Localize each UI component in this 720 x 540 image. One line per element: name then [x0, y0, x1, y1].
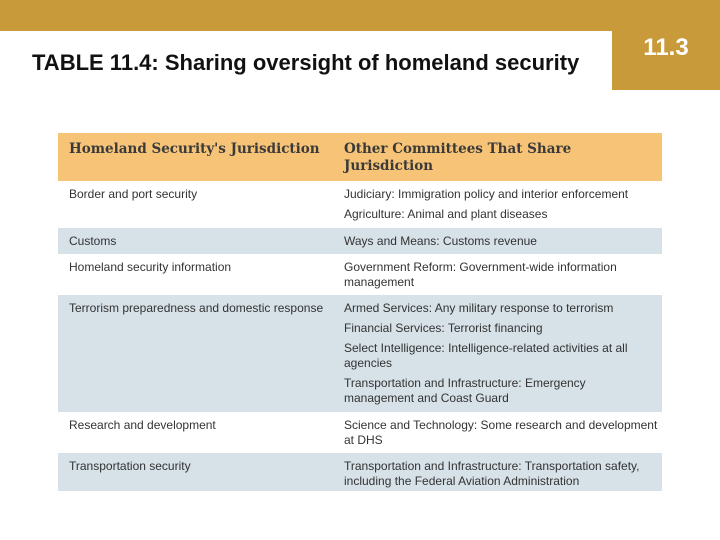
committee-entry: Armed Services: Any military response to terrorism	[344, 301, 614, 315]
table-header-row	[58, 133, 662, 181]
row-jurisdiction: Research and development	[69, 418, 216, 432]
row-jurisdiction: Homeland security information	[69, 260, 232, 274]
row-jurisdiction: Border and port security	[69, 187, 198, 201]
committee-entry: Agriculture: Animal and plant diseases	[344, 207, 548, 221]
header-other-committees: Other Committees That Share Jurisdiction	[344, 141, 572, 174]
table-row	[58, 453, 662, 491]
committee-entry: Select Intelligence: Intelligence-related activities at all agencies	[344, 341, 628, 370]
row-jurisdiction: Customs	[69, 234, 117, 248]
row-committees	[344, 181, 662, 228]
row-jurisdiction: Transportation security	[69, 459, 191, 473]
row-committees	[344, 412, 662, 453]
committee-entry: Judiciary: Immigration policy and interior enforcement	[344, 187, 629, 201]
header-homeland-security: Homeland Security's Jurisdiction	[69, 141, 320, 157]
committee-entry: Transportation and Infrastructure: Transportation safety, including the Federal Aviation Administration	[344, 459, 640, 488]
committee-entry: Transportation and Infrastructure: Emergency management and Coast Guard	[344, 376, 586, 405]
slide-title: TABLE 11.4: Sharing oversight of homeland security	[32, 50, 580, 75]
row-committees	[344, 254, 662, 295]
table-row	[58, 295, 662, 412]
table-row	[58, 412, 662, 453]
table-row	[58, 228, 662, 254]
jurisdiction-table	[58, 133, 662, 491]
committee-entry: Government Reform: Government-wide information management	[344, 260, 617, 289]
row-committees	[344, 228, 662, 254]
row-committees	[344, 295, 662, 412]
committee-entry: Financial Services: Terrorist financing	[344, 321, 543, 335]
row-jurisdiction: Terrorism preparedness and domestic response	[69, 301, 324, 315]
section-badge: 11.3	[612, 0, 720, 90]
committee-entry: Ways and Means: Customs revenue	[344, 234, 537, 248]
row-committees	[344, 453, 662, 491]
table-row	[58, 181, 662, 228]
table-row	[58, 254, 662, 295]
committee-entry: Science and Technology: Some research and development at DHS	[344, 418, 658, 447]
